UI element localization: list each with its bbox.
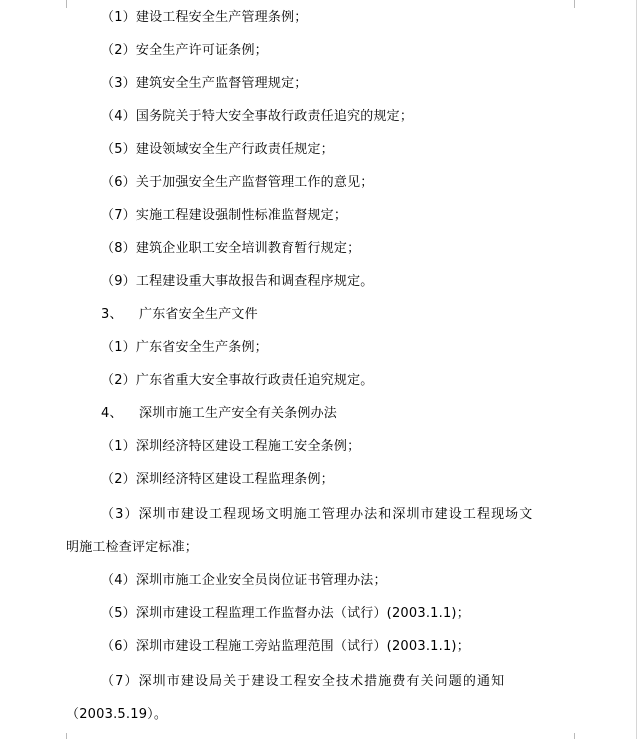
list-item: （5）深圳市建设工程监理工作监督办法（试行）(2003.1.1)； <box>101 606 470 621</box>
list-item: （6）深圳市建设工程施工旁站监理范围（试行）(2003.1.1)； <box>101 639 470 654</box>
list-item: （1）深圳经济特区建设工程施工安全条例； <box>101 439 361 454</box>
list-item: （1）广东省安全生产条例； <box>101 340 268 355</box>
list-item: （7）深圳市建设局关于建设工程安全技术措施费有关问题的通知 <box>101 674 506 689</box>
list-item: （4）国务院关于特大安全事故行政责任追究的规定； <box>101 109 414 124</box>
list-item: （3）建筑安全生产监督管理规定； <box>101 76 308 91</box>
page-corner-mark <box>574 733 583 739</box>
section-heading <box>101 306 258 324</box>
list-item-continuation: 明施工检查评定标准； <box>66 540 199 555</box>
list-item: （2）广东省重大安全事故行政责任追究规定。 <box>101 373 374 388</box>
list-item: （2）安全生产许可证条例； <box>101 43 268 58</box>
list-item: （5）建设领域安全生产行政责任规定； <box>101 142 334 157</box>
list-item: （4）深圳市施工企业安全员岗位证书管理办法； <box>101 573 387 588</box>
list-item: （2）深圳经济特区建设工程监理条例； <box>101 472 334 487</box>
list-item: （1）建设工程安全生产管理条例； <box>101 10 308 25</box>
page-corner-mark <box>58 0 67 8</box>
list-item-continuation: （2003.5.19）。 <box>66 707 168 722</box>
list-item: （3）深圳市建设工程现场文明施工管理办法和深圳市建设工程现场文 <box>101 507 534 522</box>
list-item: （8）建筑企业职工安全培训教育暂行规定； <box>101 241 361 256</box>
page-corner-mark <box>58 733 67 739</box>
list-item: （6）关于加强安全生产监督管理工作的意见； <box>101 175 374 190</box>
list-item: （7）实施工程建设强制性标准监督规定； <box>101 208 348 223</box>
page-corner-mark <box>574 0 583 8</box>
section-heading <box>101 405 337 423</box>
section-title: 深圳市施工生产安全有关条例办法 <box>139 406 338 421</box>
section-number: 3、 <box>101 307 123 322</box>
section-title: 广东省安全生产文件 <box>139 307 258 322</box>
list-item: （9）工程建设重大事故报告和调查程序规定。 <box>101 274 374 289</box>
section-number: 4、 <box>101 406 123 421</box>
